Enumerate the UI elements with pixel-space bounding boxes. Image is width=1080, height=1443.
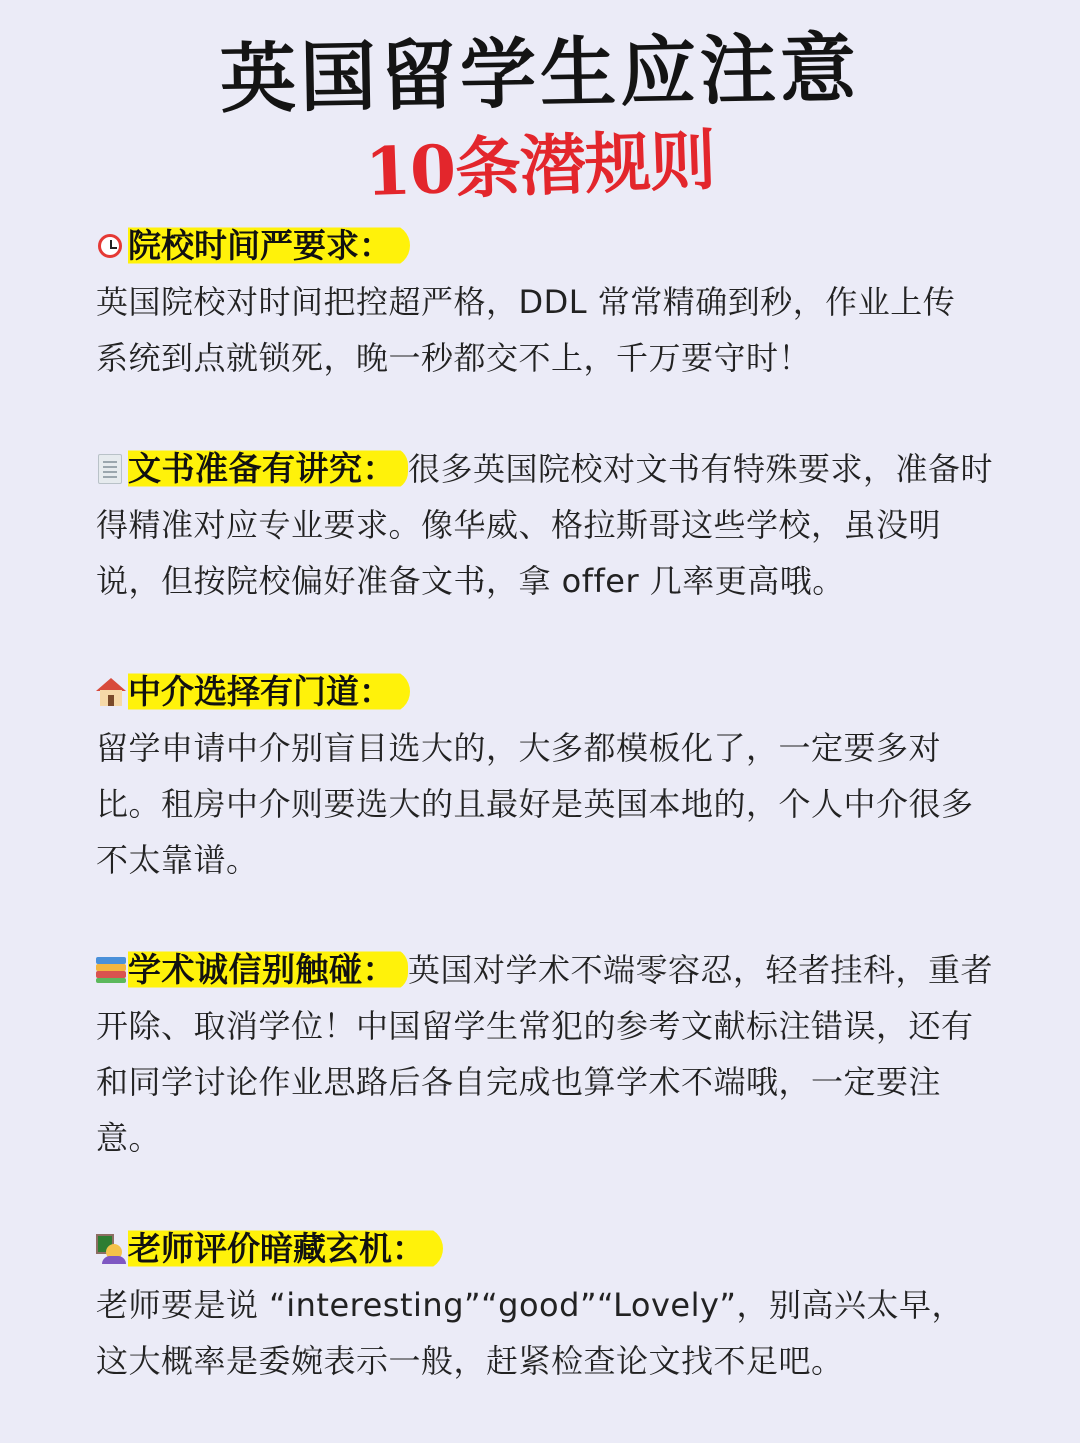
section-document-rules [96,441,1036,609]
page-subtitle: 10条潜规则 [363,120,717,212]
section-academic-integrity [96,942,1036,1166]
section-body [96,720,1036,888]
alarm-clock-icon [96,231,126,261]
body-line: 比。租房中介则要选大的且最好是英国本地的，个人中介很多 [96,785,974,823]
house-icon [96,677,126,707]
body-line: 老师要是说 “interesting”“good”“Lovely”，别高兴太早， [96,1286,964,1324]
title-block [0,23,1080,212]
section-heading-line [96,218,1036,274]
books-icon [96,955,126,985]
section-agency-rules [96,664,1036,888]
body-line: 英国对学术不端零容忍，轻者挂科，重者 [408,951,994,989]
section-body [96,998,1036,1166]
section-body [96,497,1036,609]
section-heading: 文书准备有讲究： [128,447,408,490]
section-time-rules [96,218,1036,386]
section-body [96,274,1036,386]
section-teacher-feedback [96,1221,1036,1389]
body-line: 和同学讨论作业思路后各自完成也算学术不端哦，一定要注 [96,1063,942,1101]
body-line: 这大概率是委婉表示一般，赶紧检查论文找不足吧。 [96,1342,844,1380]
document-icon [96,454,126,484]
body-line: 英国院校对时间把控超严格，DDL 常常精确到秒，作业上传 [96,283,956,321]
section-heading-line [96,664,1036,720]
section-heading: 中介选择有门道： [128,670,410,713]
body-line: 系统到点就锁死，晚一秒都交不上，千万要守时！ [96,339,812,377]
section-body [96,1277,1036,1389]
section-heading-line [96,1221,1036,1277]
body-line: 得精准对应专业要求。像华威、格拉斯哥这些学校，虽没明 [96,506,942,544]
page-title: 英国留学生应注意 [219,23,861,124]
section-heading-line [96,441,1036,497]
section-heading: 院校时间严要求： [128,224,410,267]
body-line: 说，但按院校偏好准备文书，拿 offer 几率更高哦。 [96,562,845,600]
body-line: 很多英国院校对文书有特殊要求，准备时 [408,450,994,488]
body-line: 不太靠谱。 [96,841,259,879]
section-heading: 老师评价暗藏玄机： [128,1227,443,1270]
section-heading-line [96,942,1036,998]
section-heading: 学术诚信别触碰： [128,948,408,991]
body-line: 开除、取消学位！中国留学生常犯的参考文献标注错误，还有 [96,1007,974,1045]
body-line: 意。 [96,1119,162,1157]
body-line: 留学申请中介别盲目选大的，大多都模板化了，一定要多对 [96,729,942,767]
teacher-icon [96,1234,126,1264]
